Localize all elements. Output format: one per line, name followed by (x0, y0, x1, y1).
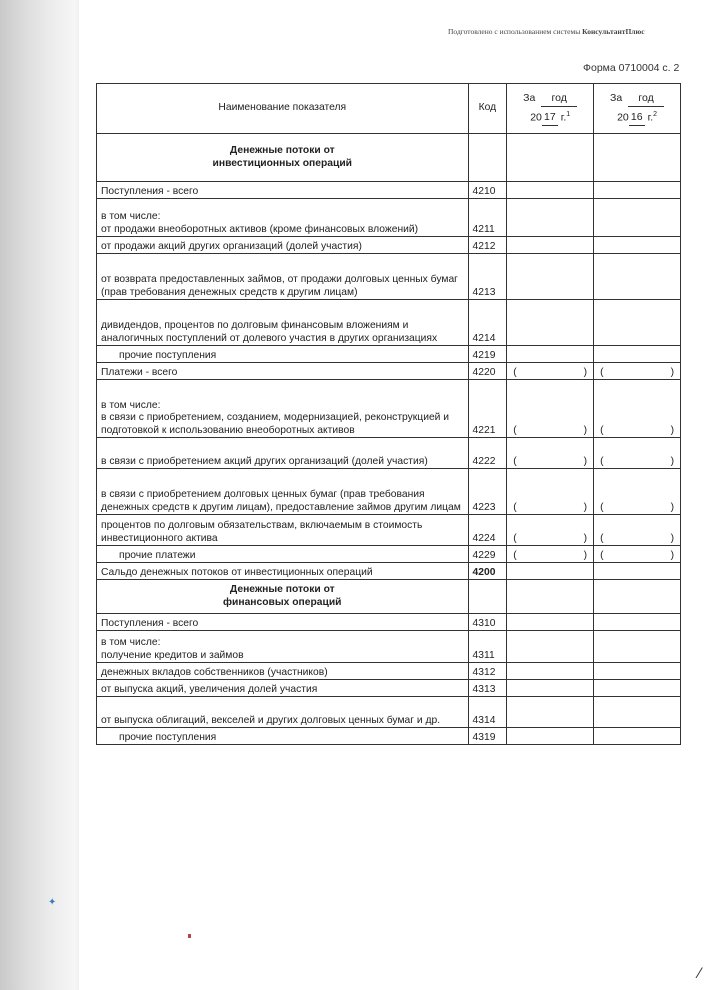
open-paren: ( (513, 366, 517, 378)
table-row (97, 614, 681, 631)
value-2016 (594, 546, 681, 563)
scan-mark-blue: ✦ (48, 897, 57, 908)
table-row (97, 546, 681, 563)
value-2017 (507, 469, 594, 515)
open-paren: ( (513, 532, 517, 544)
paren-wrapper (511, 533, 589, 546)
row-code: 4219 (468, 346, 507, 363)
value-2017 (507, 363, 594, 380)
close-paren: ) (583, 455, 588, 467)
value-2016 (594, 300, 681, 346)
cash-flow-table (96, 83, 681, 745)
value-2017 (507, 438, 594, 469)
row-indicator-name: процентов по долговым обязательствам, включаемым в стоимость инвестиционного актива (97, 515, 469, 546)
row-indicator-name: Платежи - всего (97, 363, 469, 380)
paren-wrapper (511, 550, 589, 563)
value-2016 (594, 697, 681, 728)
paren-wrapper (598, 367, 676, 380)
value-2017 (507, 380, 594, 438)
table-row (97, 728, 681, 745)
paren-wrapper (598, 425, 676, 438)
row-code: 4213 (468, 254, 507, 300)
table-row (97, 580, 681, 614)
row-indicator-name: в том числе: в связи с приобретением, созданием, модернизацией, реконструкцией и подготовкой к использованию внеоборотных активов (97, 380, 469, 438)
row-indicator-name: Сальдо денежных потоков от инвестиционных операций (97, 563, 469, 580)
table-row (97, 663, 681, 680)
open-paren: ( (513, 455, 517, 467)
value-2016 (594, 380, 681, 438)
table-row (97, 134, 681, 182)
column-header-2017: За год 20 17 г.$^1$ (507, 84, 594, 134)
close-paren: ) (583, 501, 588, 513)
value-2016 (594, 663, 681, 680)
value-2016 (594, 728, 681, 745)
table-row (97, 631, 681, 663)
row-code: 4311 (468, 631, 507, 663)
table-row (97, 363, 681, 380)
value-2017 (507, 199, 594, 237)
row-code (468, 134, 507, 182)
close-paren: ) (670, 549, 674, 561)
close-paren: ) (670, 455, 674, 467)
close-paren: ) (583, 549, 588, 561)
row-code: 4221 (468, 380, 507, 438)
row-indicator-name: Поступления - всего (97, 614, 469, 631)
value-2016 (594, 363, 681, 380)
value-2017 (507, 515, 594, 546)
table-row (97, 182, 681, 199)
consultant-plus-note: Подготовлено с использованием системы КонсультантПлюс (448, 27, 645, 36)
paren-wrapper (511, 502, 589, 515)
row-code: 4224 (468, 515, 507, 546)
table-row (97, 438, 681, 469)
open-paren: ( (600, 501, 604, 513)
value-2017 (507, 546, 594, 563)
row-indicator-name: Денежные потоки от финансовых операций (97, 580, 469, 614)
value-2017 (507, 580, 594, 614)
row-code: 4222 (468, 438, 507, 469)
row-code: 4223 (468, 469, 507, 515)
table-row (97, 300, 681, 346)
scan-mark-corner: ⁄ (698, 966, 701, 982)
paren-wrapper (511, 367, 589, 380)
row-code: 4312 (468, 663, 507, 680)
open-paren: ( (513, 549, 517, 561)
row-code: 4314 (468, 697, 507, 728)
close-paren: ) (670, 501, 674, 513)
value-2017 (507, 697, 594, 728)
value-2017 (507, 563, 594, 580)
value-2016 (594, 469, 681, 515)
row-code: 4200 (468, 563, 507, 580)
row-indicator-name: от выпуска акций, увеличения долей участия (97, 680, 469, 697)
open-paren: ( (513, 501, 517, 513)
open-paren: ( (600, 366, 604, 378)
value-2016 (594, 254, 681, 300)
row-indicator-name: в связи с приобретением акций других организаций (долей участия) (97, 438, 469, 469)
value-2016 (594, 182, 681, 199)
column-header-code: Код (468, 84, 507, 134)
table-row (97, 254, 681, 300)
row-code: 4313 (468, 680, 507, 697)
open-paren: ( (600, 549, 604, 561)
row-indicator-name: Денежные потоки от инвестиционных операций (97, 134, 469, 182)
value-2017 (507, 631, 594, 663)
form-reference: Форма 0710004 с. 2 (583, 62, 680, 74)
value-2017 (507, 300, 594, 346)
table-row (97, 346, 681, 363)
value-2016 (594, 134, 681, 182)
row-code: 4229 (468, 546, 507, 563)
row-indicator-name: от продажи акций других организаций (долей участия) (97, 237, 469, 254)
value-2016 (594, 580, 681, 614)
row-indicator-name: в том числе: получение кредитов и займов (97, 631, 469, 663)
row-code: 4211 (468, 199, 507, 237)
value-2017 (507, 182, 594, 199)
scan-mark-red (188, 934, 191, 938)
table-row (97, 515, 681, 546)
value-2016 (594, 237, 681, 254)
value-2016 (594, 438, 681, 469)
row-indicator-name: от выпуска облигаций, векселей и других долговых ценных бумаг и др. (97, 697, 469, 728)
row-indicator-name: в связи с приобретением долговых ценных бумаг (прав требования денежных средств к другим лицам), предоставление займов другим лицам (97, 469, 469, 515)
value-2016 (594, 631, 681, 663)
scan-page-shadow (0, 0, 78, 990)
row-code: 4212 (468, 237, 507, 254)
paren-wrapper (511, 425, 589, 438)
row-indicator-name: прочие поступления (97, 728, 469, 745)
table-row (97, 680, 681, 697)
row-indicator-name: денежных вкладов собственников (участников) (97, 663, 469, 680)
value-2016 (594, 515, 681, 546)
row-code: 4214 (468, 300, 507, 346)
close-paren: ) (583, 366, 588, 378)
table-row (97, 237, 681, 254)
value-2016 (594, 614, 681, 631)
table-row (97, 563, 681, 580)
open-paren: ( (600, 532, 604, 544)
value-2016 (594, 199, 681, 237)
row-code: 4220 (468, 363, 507, 380)
scan-page-edge (76, 0, 79, 990)
row-indicator-name: прочие поступления (97, 346, 469, 363)
row-code: 4310 (468, 614, 507, 631)
row-indicator-name: прочие платежи (97, 546, 469, 563)
value-2016 (594, 346, 681, 363)
column-header-name: Наименование показателя (97, 84, 469, 134)
value-2017 (507, 134, 594, 182)
paren-wrapper (598, 533, 676, 546)
row-code (468, 580, 507, 614)
row-indicator-name: в том числе: от продажи внеоборотных активов (кроме финансовых вложений) (97, 199, 469, 237)
table-row (97, 469, 681, 515)
table-row (97, 380, 681, 438)
value-2017 (507, 346, 594, 363)
value-2017 (507, 237, 594, 254)
paren-wrapper (598, 502, 676, 515)
close-paren: ) (583, 532, 588, 544)
value-2017 (507, 728, 594, 745)
row-indicator-name: от возврата предоставленных займов, от продажи долговых ценных бумаг (прав требования денежных средств к другим лицам) (97, 254, 469, 300)
open-paren: ( (600, 424, 604, 436)
paren-wrapper (511, 456, 589, 469)
row-indicator-name: Поступления - всего (97, 182, 469, 199)
value-2016 (594, 680, 681, 697)
paren-wrapper (598, 550, 676, 563)
close-paren: ) (583, 424, 588, 436)
value-2016 (594, 563, 681, 580)
table-row (97, 199, 681, 237)
value-2017 (507, 614, 594, 631)
row-indicator-name: дивидендов, процентов по долговым финансовым вложениям и аналогичных поступлений от долевого участия в других организациях (97, 300, 469, 346)
table-row (97, 697, 681, 728)
column-header-2016: За год 20 16 г.$^2$ (594, 84, 681, 134)
paren-wrapper (598, 456, 676, 469)
table-header-row (97, 84, 681, 134)
close-paren: ) (670, 532, 674, 544)
row-code: 4210 (468, 182, 507, 199)
close-paren: ) (670, 424, 674, 436)
open-paren: ( (513, 424, 517, 436)
value-2017 (507, 680, 594, 697)
open-paren: ( (600, 455, 604, 467)
row-code: 4319 (468, 728, 507, 745)
close-paren: ) (670, 366, 674, 378)
value-2017 (507, 254, 594, 300)
value-2017 (507, 663, 594, 680)
